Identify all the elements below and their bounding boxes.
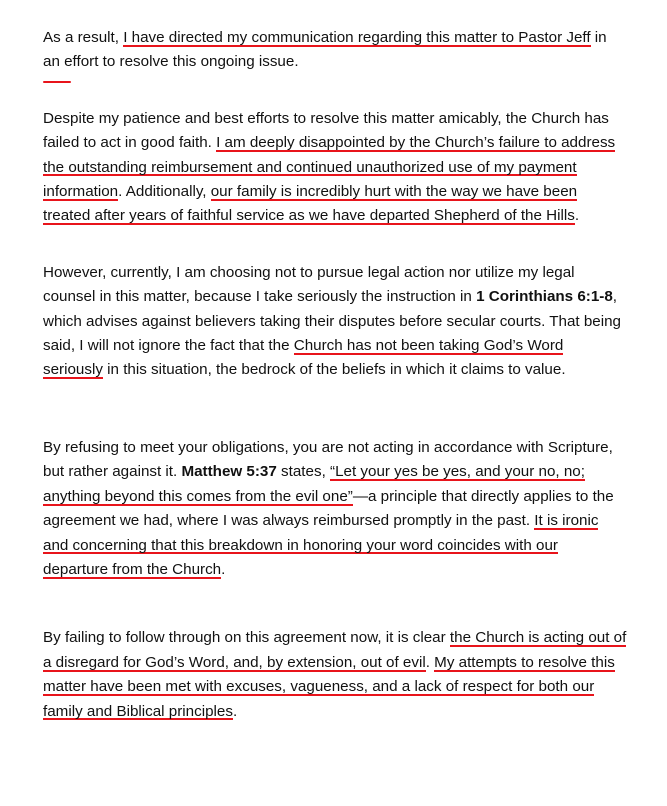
text-run: . — [574, 207, 580, 225]
text-run: . — [425, 653, 435, 671]
highlighted-phrase: It is ironic and concerning that this breakdown in honoring your word coincides with our departure from the Church — [43, 512, 599, 578]
text-run: Despite my patience and best efforts to resolve this matter amicably, the Church has failed to act in good faith. — [43, 109, 609, 152]
highlighted-phrase: “Let your yes be yes, and your no, no; anything beyond this comes from the evil one” — [43, 463, 585, 505]
paragraph-5 — [43, 626, 627, 724]
paragraph-2 — [43, 107, 627, 229]
text-run: —a principle that directly applies to the agreement we had, where I was always reimbursed promptly in the past. — [43, 487, 614, 530]
paragraph-gap — [43, 582, 627, 626]
text-run: in an effort to resolve this ongoing issue. — [43, 29, 607, 71]
highlighted-phrase: our family is incredibly hurt with the way we have been treated after years of faithful service as we have departed Shepherd of the Hills — [43, 183, 578, 225]
highlighted-phrase: Church has not been taking God’s Word seriously — [43, 337, 564, 379]
text-run: By refusing to meet your obligations, you are not acting in accordance with Scripture, but rather against it. — [43, 438, 613, 481]
paragraph-1 — [43, 26, 627, 75]
scripture-reference: 1 Corinthians 6:1-8 — [476, 288, 613, 306]
paragraph-gap — [43, 75, 627, 107]
highlighted-phrase: the Church is acting out of a disregard for God’s Word, and, by extension, out of evil — [43, 629, 627, 671]
paragraph-gap — [43, 383, 627, 436]
text-run: By failing to follow through on this agreement now, it is clear — [43, 629, 450, 647]
paragraph-3 — [43, 261, 627, 383]
highlighted-phrase: I am deeply disappointed by the Church’s failure to address the outstanding reimbursement and continued unauthorized use of my payment information — [43, 134, 616, 201]
text-run: states, — [276, 463, 331, 481]
text-run: in this situation, the bedrock of the beliefs in which it claims to value. — [102, 361, 566, 379]
highlighted-phrase: My attempts to resolve this matter have been met with excuses, vagueness, and a lack of respect for both our family and Biblical principles — [43, 653, 615, 720]
scripture-reference: Matthew 5:37 — [181, 463, 277, 481]
text-run: . Additionally, — [118, 183, 211, 201]
highlighted-phrase: I have directed my communication regarding this matter to Pastor Jeff — [123, 29, 591, 46]
text-run: However, currently, I am choosing not to pursue legal action nor utilize my legal counsel in this matter, because I take seriously the instruction in — [43, 263, 575, 306]
paragraph-4 — [43, 436, 627, 582]
text-run: As a result, — [43, 29, 124, 46]
text-run: . — [221, 560, 226, 578]
stray-underline-stroke — [43, 81, 71, 83]
paragraph-gap — [43, 229, 627, 261]
text-run: , which advises against believers taking their disputes before secular courts. That being said, I will not ignore the fact that the — [43, 288, 622, 355]
text-run: . — [232, 702, 238, 720]
